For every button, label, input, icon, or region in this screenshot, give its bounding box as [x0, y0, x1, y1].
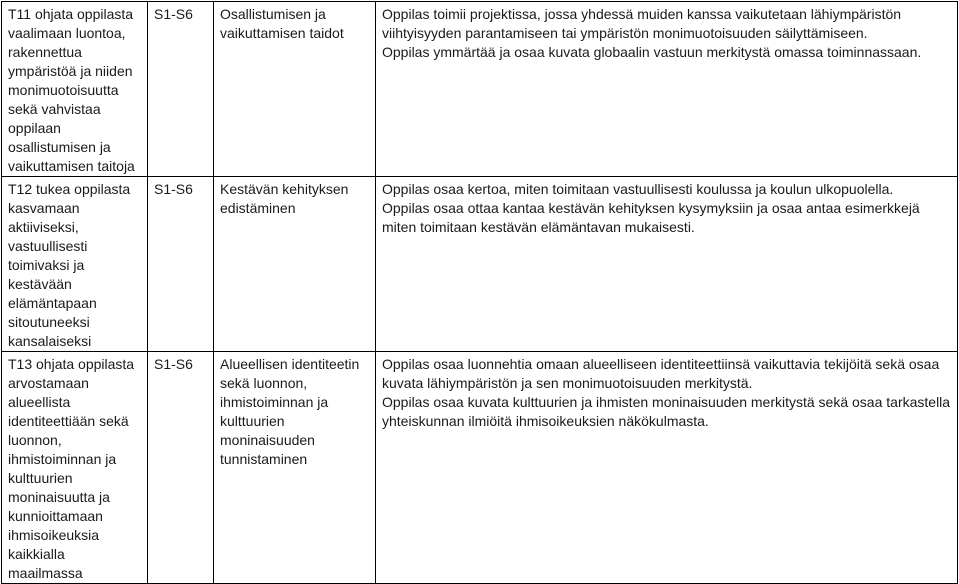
objective-cell: T12 tukea oppilasta kasvamaan aktiiviseksi, vastuullisesti toimivaksi ja kestävään elämäntapaan sitoutuneeksi kansalaiseksi — [2, 177, 148, 352]
criteria-text: Oppilas osaa kuvata kulttuurien ja ihmisten moninaisuuden merkitystä sekä osaa tarkastella yhteiskunnan ilmiöitä ihmisoikeuksien näkökulmasta. — [382, 394, 951, 429]
objective-cell: T11 ohjata oppilasta vaalimaan luontoa, rakennettua ympäristöä ja niiden monimuotoisuutta sekä vahvistaa oppilaan osallistumisen ja vaikuttamisen taitoja — [2, 2, 148, 177]
criteria-cell — [376, 177, 958, 352]
curriculum-table — [1, 1, 958, 584]
criteria-text: Oppilas osaa kertoa, miten toimitaan vastuullisesti koulussa ja koulun ulkopuolella. — [382, 181, 894, 197]
topic-cell: Kestävän kehityksen edistäminen — [214, 177, 376, 352]
criteria-text: Oppilas osaa luonnehtia omaan alueelliseen identiteettiinsä vaikuttavia tekijöitä sekä osaa kuvata lähiympäristön ja sen monimuotoisuuden merkitystä. — [382, 356, 940, 391]
criteria-cell — [376, 352, 958, 584]
criteria-text: Oppilas toimii projektissa, jossa yhdessä muiden kanssa vaikutetaan lähiympäristön viihtyisyyden parantamiseen tai ympäristön monimuotoisuuden säilyttämiseen. — [382, 6, 902, 41]
topic-cell: Alueellisen identiteetin sekä luonnon, ihmistoiminnan ja kulttuurien moninaisuuden tunnistaminen — [214, 352, 376, 584]
content-areas-cell: S1-S6 — [148, 352, 214, 584]
table-row — [2, 352, 958, 584]
objective-cell: T13 ohjata oppilasta arvostamaan alueellista identiteettiään sekä luonnon, ihmistoiminnan ja kulttuurien moninaisuutta ja kunnioittamaan ihmisoikeuksia kaikkialla maailmassa — [2, 352, 148, 584]
table-row — [2, 177, 958, 352]
criteria-text: Oppilas osaa ottaa kantaa kestävän kehityksen kysymyksiin ja osaa antaa esimerkkejä miten toimitaan kestävän elämäntavan mukaisesti. — [382, 200, 920, 235]
criteria-cell — [376, 2, 958, 177]
content-areas-cell: S1-S6 — [148, 177, 214, 352]
topic-cell: Osallistumisen ja vaikuttamisen taidot — [214, 2, 376, 177]
content-areas-cell: S1-S6 — [148, 2, 214, 177]
table-row — [2, 2, 958, 177]
criteria-text: Oppilas ymmärtää ja osaa kuvata globaalin vastuun merkitystä omassa toiminnassaan. — [382, 44, 922, 60]
